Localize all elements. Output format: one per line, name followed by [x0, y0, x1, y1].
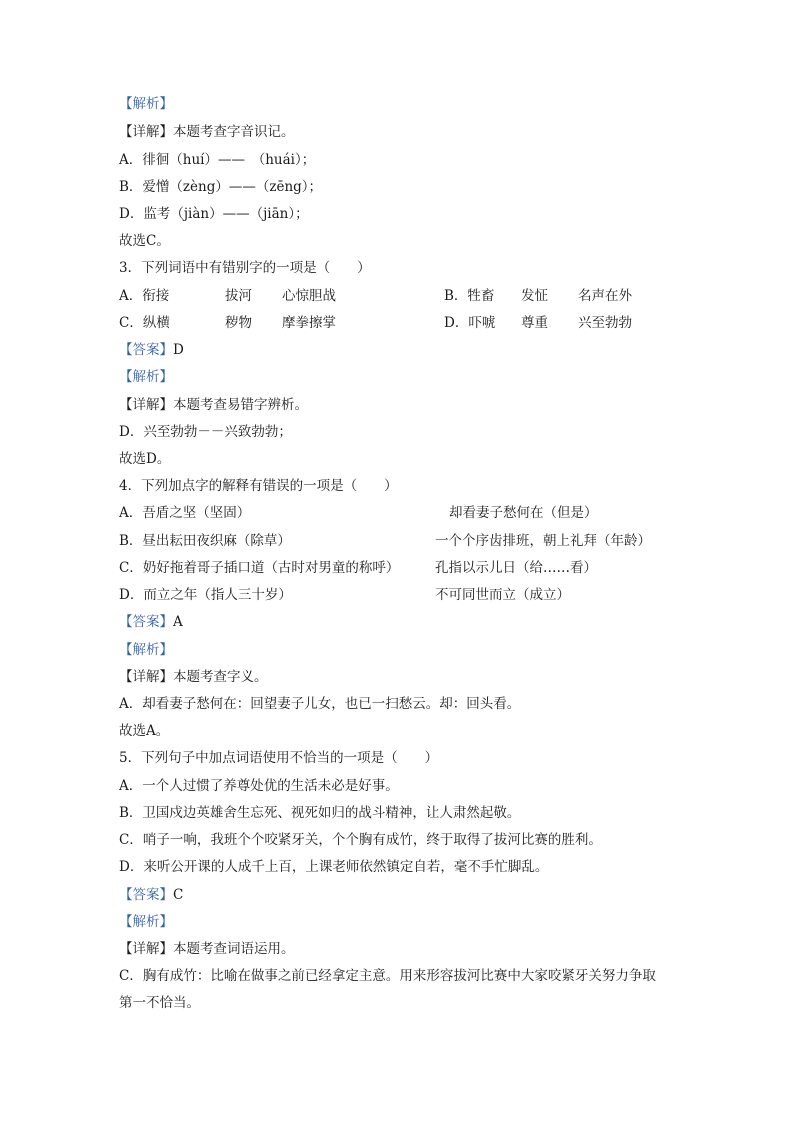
conclusion: 故选C。 [119, 233, 170, 249]
detail-line [119, 122, 295, 142]
q5-explain-line2: 第一不恰当。 [119, 995, 200, 1011]
q3-option-b-word2: 发怔 [521, 288, 548, 304]
q3-analysis [119, 367, 173, 387]
answer-label: 【答案】 [119, 342, 173, 358]
q4-option-b-right: 一个个序齿排班，朝上礼拜（年龄） [435, 533, 651, 549]
q4-answer [119, 612, 183, 632]
q3-option-c-word3: 摩拳擦掌 [282, 315, 336, 331]
q4-detail-text: 本题考查字义。 [173, 669, 268, 685]
q5-answer-value: C [173, 887, 184, 903]
q3-option-c-word2: 秽物 [225, 315, 252, 331]
q4-conclusion: 故选A。 [119, 723, 170, 739]
analysis-label: 【解析】 [119, 96, 173, 112]
q3-answer-value: D [173, 342, 184, 358]
pronunciation-a: A．徘徊（huí）—— （huái）； [119, 152, 316, 168]
pronunciation-d: D．监考（jiàn）——（jiān）； [119, 206, 309, 222]
q3-conclusion: 故选D。 [119, 451, 171, 467]
q4-explain: A．却看妻子愁何在：回望妻子儿女，也已一扫愁云。却：回头看。 [119, 696, 521, 712]
analysis-label: 【解析】 [119, 914, 173, 930]
q4-option-c: C．奶好拖着哥子插口道（古时对男童的称呼） [119, 560, 400, 576]
pronunciation-b: B．爱憎（zèng）——（zēng）； [119, 179, 323, 195]
q4-option-a: A．吾盾之坚（坚固） [119, 505, 251, 521]
q4-stem: 4．下列加点字的解释有错误的一项是（ ） [119, 478, 398, 494]
analysis-label: 【解析】 [119, 369, 173, 385]
q4-answer-value: A [173, 614, 183, 630]
detail-label: 【详解】 [119, 124, 173, 140]
analysis-label: 【解析】 [119, 642, 173, 658]
q5-option-b: B．卫国戍边英雄舍生忘死、视死如归的战斗精神，让人肃然起敬。 [119, 805, 521, 821]
q5-option-c: C．哨子一响，我班个个咬紧牙关，个个胸有成竹，终于取得了拔河比赛的胜利。 [119, 832, 602, 848]
q4-option-d-right: 不可同世而立（成立） [435, 587, 570, 603]
q3-option-a: A．衔接 [119, 288, 170, 304]
q5-analysis [119, 912, 173, 932]
q3-detail-text: 本题考查易错字辨析。 [173, 397, 308, 413]
analysis-heading [119, 94, 173, 114]
q5-detail [119, 939, 295, 959]
q3-answer [119, 340, 184, 360]
detail-label: 【详解】 [119, 397, 173, 413]
answer-label: 【答案】 [119, 614, 173, 630]
q5-stem: 5．下列句子中加点词语使用不恰当的一项是（ ） [119, 750, 439, 766]
answer-label: 【答案】 [119, 887, 173, 903]
q5-option-d: D．来听公开课的人成千上百，上课老师依然镇定自若，毫不手忙脚乱。 [119, 859, 549, 875]
q3-option-b-word3: 名声在外 [578, 288, 632, 304]
q5-answer [119, 885, 183, 905]
q3-option-c: C．纵横 [119, 315, 170, 331]
q5-option-a: A．一个人过惯了养尊处优的生活未必是好事。 [119, 778, 399, 794]
q3-option-d-word2: 尊重 [521, 315, 548, 331]
q3-explain: D．兴至勃勃－－兴致勃勃； [119, 424, 292, 440]
detail-label: 【详解】 [119, 941, 173, 957]
q4-option-d: D．而立之年（指人三十岁） [119, 587, 292, 603]
q3-option-a-word2: 拔河 [225, 288, 252, 304]
detail-text: 本题考查字音识记。 [173, 124, 295, 140]
q3-option-a-word3: 心惊胆战 [282, 288, 336, 304]
q4-option-c-right: 孔指以示儿日（给……看） [435, 560, 597, 576]
q3-stem: 3．下列词语中有错别字的一项是（ ） [119, 260, 371, 276]
q5-detail-text: 本题考查词语运用。 [173, 941, 295, 957]
q4-analysis [119, 640, 173, 660]
q3-option-d: D．吓唬 [444, 315, 496, 331]
q4-option-a-right: 却看妻子愁何在（但是） [449, 505, 598, 521]
q3-option-d-word3: 兴至勃勃 [578, 315, 632, 331]
detail-label: 【详解】 [119, 669, 173, 685]
q4-detail [119, 667, 268, 687]
q5-explain-line1: C．胸有成竹：比喻在做事之前已经拿定主意。用来形容拔河比赛中大家咬紧牙关努力争取 [119, 968, 656, 984]
q3-option-b: B．牲畜 [444, 288, 495, 304]
q4-option-b: B．昼出耘田夜织麻（除草） [119, 533, 291, 549]
q3-detail [119, 395, 308, 415]
